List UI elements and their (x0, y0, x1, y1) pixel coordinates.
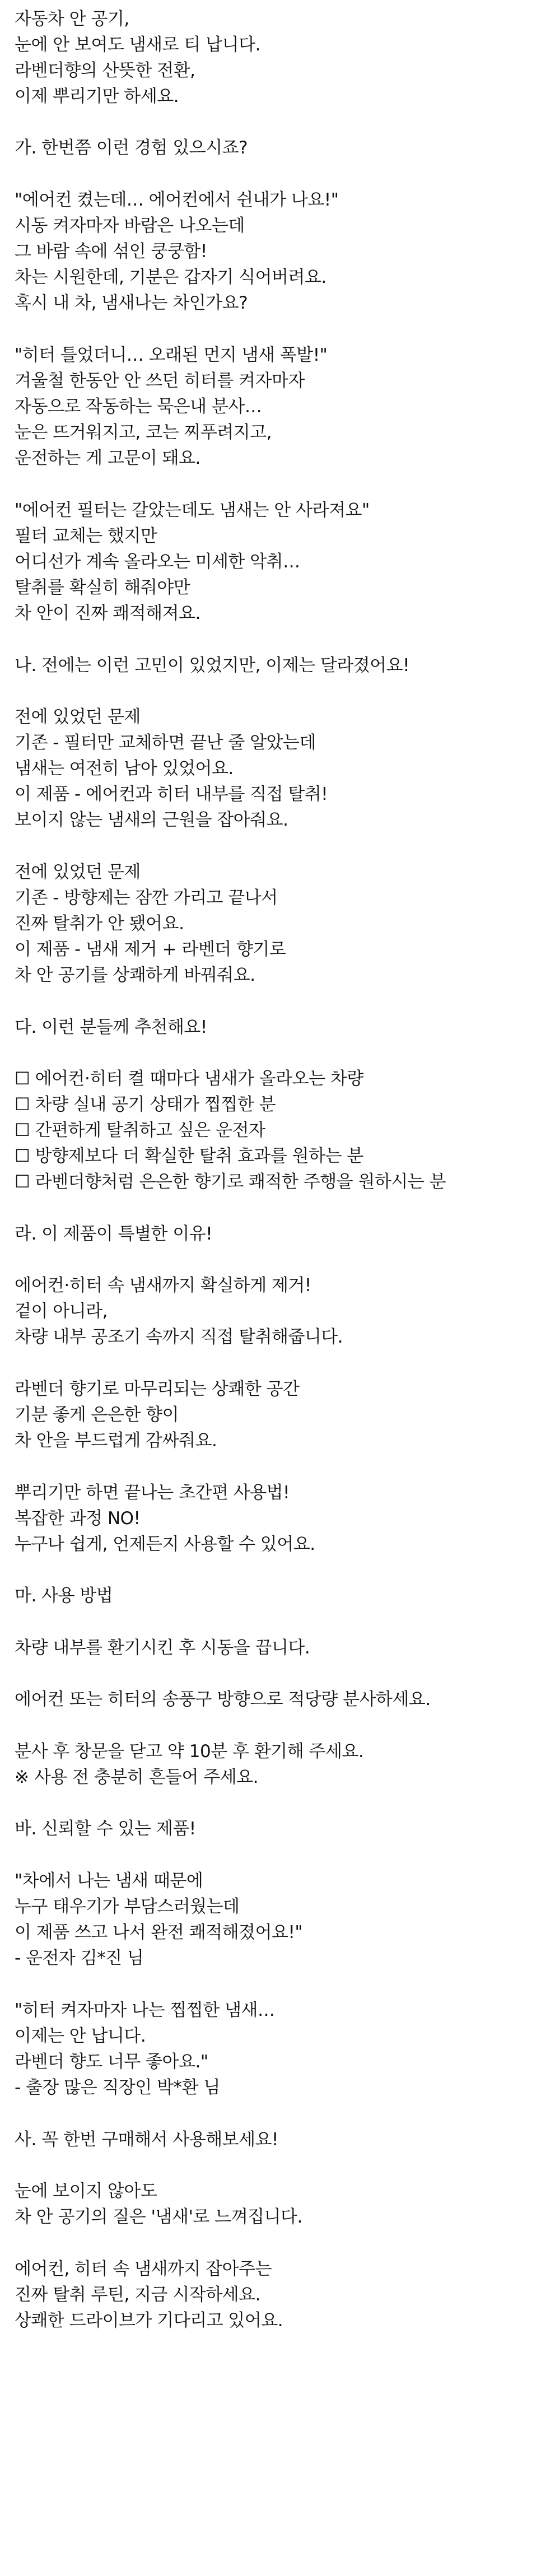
intro-line: 이제 뿌리기만 하세요. (15, 86, 179, 106)
reason3-line: 복잡한 과정 NO! (15, 1508, 141, 1529)
reason1-line: 차량 내부 공조기 속까지 직접 탈취해줍니다. (15, 1327, 343, 1347)
compare1-line: 이 제품 - 에어컨과 히터 내부를 직접 탈취! (15, 784, 328, 804)
case2-line: 겨울철 한동안 안 쓰던 히터를 켜자마자 (15, 371, 305, 391)
case3-line: "에어컨 필터는 갈았는데도 냄새는 안 사라져요" (15, 500, 370, 520)
case3-line: 어디선가 계속 올라오는 미세한 악취… (15, 552, 300, 572)
closing2-line: 상쾌한 드라이브가 기다리고 있어요. (15, 2311, 283, 2331)
section-a-title: 가. 한번쯤 이런 경험 있으시죠? (15, 138, 248, 158)
case1-line: 혹시 내 차, 냄새나는 차인가요? (15, 293, 248, 313)
section-e-title: 마. 사용 방법 (15, 1586, 113, 1606)
closing1-line: 눈에 보이지 않아도 (15, 2181, 157, 2201)
checklist-item: ☐ 에어컨·히터 켤 때마다 냄새가 올라오는 차량 (15, 1069, 363, 1089)
review1-author: - 운전자 김*진 님 (15, 1948, 144, 1968)
review2-line: "히터 켜자마자 나는 찝찝한 냄새… (15, 2000, 275, 2020)
section-c-title: 다. 이런 분들께 추천해요! (15, 1017, 207, 1037)
case3-line: 필터 교체는 했지만 (15, 526, 157, 546)
review1-line: "차에서 나는 냄새 때문에 (15, 1871, 203, 1891)
intro-line: 자동차 안 공기, (15, 9, 129, 29)
case2-line: 자동으로 작동하는 묵은내 분사… (15, 397, 262, 417)
compare1-line: 냄새는 여전히 남아 있었어요. (15, 758, 234, 779)
checklist-item: ☐ 방향제보다 더 확실한 탈취 효과를 원하는 분 (15, 1146, 363, 1166)
case3-line: 차 안이 진짜 쾌적해져요. (15, 603, 200, 623)
reason1-line: 에어컨·히터 속 냄새까지 확실하게 제거! (15, 1275, 311, 1296)
section-f-title: 바. 신뢰할 수 있는 제품! (15, 1819, 196, 1839)
usage-step: 분사 후 창문을 닫고 약 10분 후 환기해 주세요. (15, 1741, 364, 1762)
compare2-line: 기존 - 방향제는 잠깐 가리고 끝나서 (15, 888, 278, 908)
case2-line: 눈은 뜨거워지고, 코는 찌푸려지고, (15, 422, 272, 442)
case2-line: "히터 틀었더니… 오래된 먼지 냄새 폭발!" (15, 345, 328, 365)
closing2-line: 에어컨, 히터 속 냄새까지 잡아주는 (15, 2259, 272, 2279)
compare1-line: 전에 있었던 문제 (15, 707, 141, 727)
case3-line: 탈취를 확실히 해줘야만 (15, 577, 190, 598)
review1-line: 누구 태우기가 부담스러웠는데 (15, 1897, 240, 1917)
compare2-line: 이 제품 - 냄새 제거 + 라벤더 향기로 (15, 939, 286, 959)
review2-line: 이제는 안 납니다. (15, 2026, 146, 2046)
reason2-line: 기분 좋게 은은한 향이 (15, 1405, 179, 1425)
usage-note: ※ 사용 전 충분히 흔들어 주세요. (15, 1767, 258, 1787)
compare2-line: 진짜 탈취가 안 됐어요. (15, 914, 184, 934)
closing1-line: 차 안 공기의 질은 '냄새'로 느껴집니다. (15, 2207, 302, 2227)
review2-author: - 출장 많은 직장인 박*환 님 (15, 2077, 220, 2098)
checklist-item: ☐ 라벤더향처럼 은은한 향기로 쾌적한 주행을 원하시는 분 (15, 1172, 446, 1192)
compare2-line: 전에 있었던 문제 (15, 862, 141, 882)
case1-line: 차는 시원한데, 기분은 갑자기 식어버려요. (15, 267, 326, 287)
reason3-line: 누구나 쉽게, 언제든지 사용할 수 있어요. (15, 1534, 315, 1554)
reason3-line: 뿌리기만 하면 끝나는 초간편 사용법! (15, 1483, 290, 1503)
usage-step: 차량 내부를 환기시킨 후 시동을 끕니다. (15, 1638, 310, 1658)
checklist-item: ☐ 간편하게 탈취하고 싶은 운전자 (15, 1120, 265, 1140)
compare1-line: 기존 - 필터만 교체하면 끝난 줄 알았는데 (15, 733, 316, 753)
review1-line: 이 제품 쓰고 나서 완전 쾌적해졌어요!" (15, 1922, 303, 1943)
compare2-line: 차 안 공기를 상쾌하게 바꿔줘요. (15, 965, 255, 985)
reason2-line: 차 안을 부드럽게 감싸줘요. (15, 1431, 217, 1451)
section-g-title: 사. 꼭 한번 구매해서 사용해보세요! (15, 2130, 278, 2150)
intro-line: 라벤더향의 산뜻한 전환, (15, 60, 195, 81)
usage-step: 에어컨 또는 히터의 송풍구 방향으로 적당량 분사하세요. (15, 1689, 431, 1709)
section-d-title: 라. 이 제품이 특별한 이유! (15, 1224, 213, 1244)
reason2-line: 라벤더 향기로 마무리되는 상쾌한 공간 (15, 1379, 300, 1399)
case2-line: 운전하는 게 고문이 돼요. (15, 448, 200, 468)
compare1-line: 보이지 않는 냄새의 근원을 잡아줘요. (15, 810, 288, 830)
section-b-title: 나. 전에는 이런 고민이 있었지만, 이제는 달라졌어요! (15, 655, 410, 676)
reason1-line: 겉이 아니라, (15, 1301, 108, 1321)
review2-line: 라벤더 향도 너무 좋아요." (15, 2052, 208, 2072)
case1-line: 시동 켜자마자 바람은 나오는데 (15, 216, 245, 236)
closing2-line: 진짜 탈취 루틴, 지금 시작하세요. (15, 2285, 260, 2305)
intro-line: 눈에 안 보여도 냄새로 티 납니다. (15, 35, 260, 55)
checklist-item: ☐ 차량 실내 공기 상태가 찝찝한 분 (15, 1094, 276, 1115)
case1-line: "에어컨 켰는데… 에어컨에서 쉰내가 나요!" (15, 190, 339, 210)
case1-line: 그 바람 속에 섞인 쿵쿵함! (15, 241, 207, 262)
